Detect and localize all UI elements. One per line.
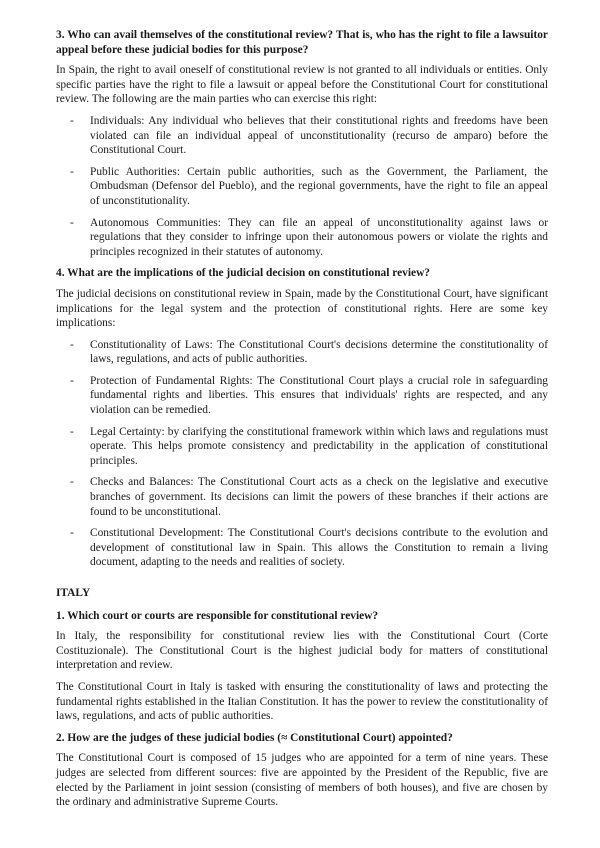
list-item-text: Individuals: Any individual who believes that their constitutional rights and freedoms have been violated can file an individual appeal of unconstitutionality (recurso de amparo) before the Constitutional Court.: [90, 114, 548, 157]
spain-q3-list: [56, 114, 548, 259]
list-item: [56, 475, 548, 519]
list-item: [56, 425, 548, 469]
bullet-dash: -: [70, 165, 74, 178]
document-page: [56, 28, 548, 817]
list-item: [56, 216, 548, 260]
list-item: [56, 114, 548, 158]
spain-q4-intro: The judicial decisions on constitutional review in Spain, made by the Constitutional Court, have significant implications for the legal system and the protection of constitutional rights. Here are some key implications:: [56, 287, 548, 330]
italy-q2-paragraph-1: The Constitutional Court is composed of 15 judges who are appointed for a term of nine years. These judges are selected from different sources: five are appointed by the President of the Republic, five are elected by the Parliament in joint session (consisting of members of both houses), and five are chosen by the ordinary and administrative Supreme Courts.: [56, 752, 548, 809]
list-item-text: Constitutionality of Laws: The Constitutional Court's decisions determine the constitutionality of laws, regulations, and acts of public authorities.: [90, 338, 548, 366]
bullet-dash: -: [70, 338, 74, 351]
list-item: [56, 526, 548, 570]
bullet-dash: -: [70, 374, 74, 387]
spain-q4-heading: 4. What are the implications of the judicial decision on constitutional review?: [56, 267, 430, 280]
italy-q1-heading: 1. Which court or courts are responsible for constitutional review?: [56, 609, 379, 622]
list-item: [56, 374, 548, 418]
spain-q3-intro: In Spain, the right to avail oneself of constitutional review is not granted to all individuals or entities. Only specific parties have the right to file a lawsuit or appeal before the Constitutional Court for constitutional review. The following are the main parties who can exercise this right:: [56, 64, 548, 106]
bullet-dash: -: [70, 527, 74, 540]
list-item-text: Checks and Balances: The Constitutional Court acts as a check on the legislative and executive branches of government. Its decisions can limit the powers of these branches if their actions are found to be unconstitutional.: [90, 476, 548, 518]
bullet-dash: -: [70, 114, 74, 127]
list-item-text: Autonomous Communities: They can file an appeal of unconstitutionality against laws or regulations that they consider to infringe upon their autonomous powers or violate the rights and principles recognized in their statutes of autonomy.: [90, 216, 548, 258]
list-item-text: Legal Certainty: by clarifying the constitutional framework within which laws and regulations must operate. This helps promote consistency and predictability in the application of constitutional principles.: [90, 425, 548, 467]
bullet-dash: -: [70, 425, 74, 438]
italy-section-title: ITALY: [56, 587, 91, 599]
list-item-text: Constitutional Development: The Constitutional Court's decisions contribute to the evolution and development of constitutional law in Spain. This allows the Constitution to remain a living document, adapting to the needs and realities of society.: [90, 527, 548, 569]
bullet-dash: -: [70, 216, 74, 229]
italy-q1-paragraph-2: The Constitutional Court in Italy is tasked with ensuring the constitutionality of laws and protecting the fundamental rights established in the Italian Constitution. It has the power to review the constitutionality of laws, regulations, and acts of public authorities.: [56, 680, 548, 723]
list-item-text: Protection of Fundamental Rights: The Constitutional Court plays a crucial role in safeguarding fundamental rights and liberties. This ensures that individuals' rights are respected, and any violation can be remedied.: [90, 374, 548, 417]
list-item: [56, 338, 548, 367]
spain-q4-list: [56, 338, 548, 570]
spain-q3-heading: 3. Who can avail themselves of the constitutional review? That is, who has the right to file a lawsuitor appeal before these judicial bodies for this purpose?: [56, 29, 548, 56]
italy-q2-heading: 2. How are the judges of these judicial bodies (≈ Constitutional Court) appointed?: [56, 731, 453, 744]
bullet-dash: -: [70, 476, 74, 489]
italy-q1-paragraph-1: In Italy, the responsibility for constitutional review lies with the Constitutional Court (Corte Costituzionale). The Constitutional Court is the highest judicial body for matters of constitutional interpretation and review.: [56, 630, 548, 672]
list-item-text: Public Authorities: Certain public authorities, such as the Government, the Parliament, the Ombudsman (Defensor del Pueblo), and the regional governments, have the right to file an appeal of unconstitutionality.: [90, 165, 548, 207]
list-item: [56, 165, 548, 209]
